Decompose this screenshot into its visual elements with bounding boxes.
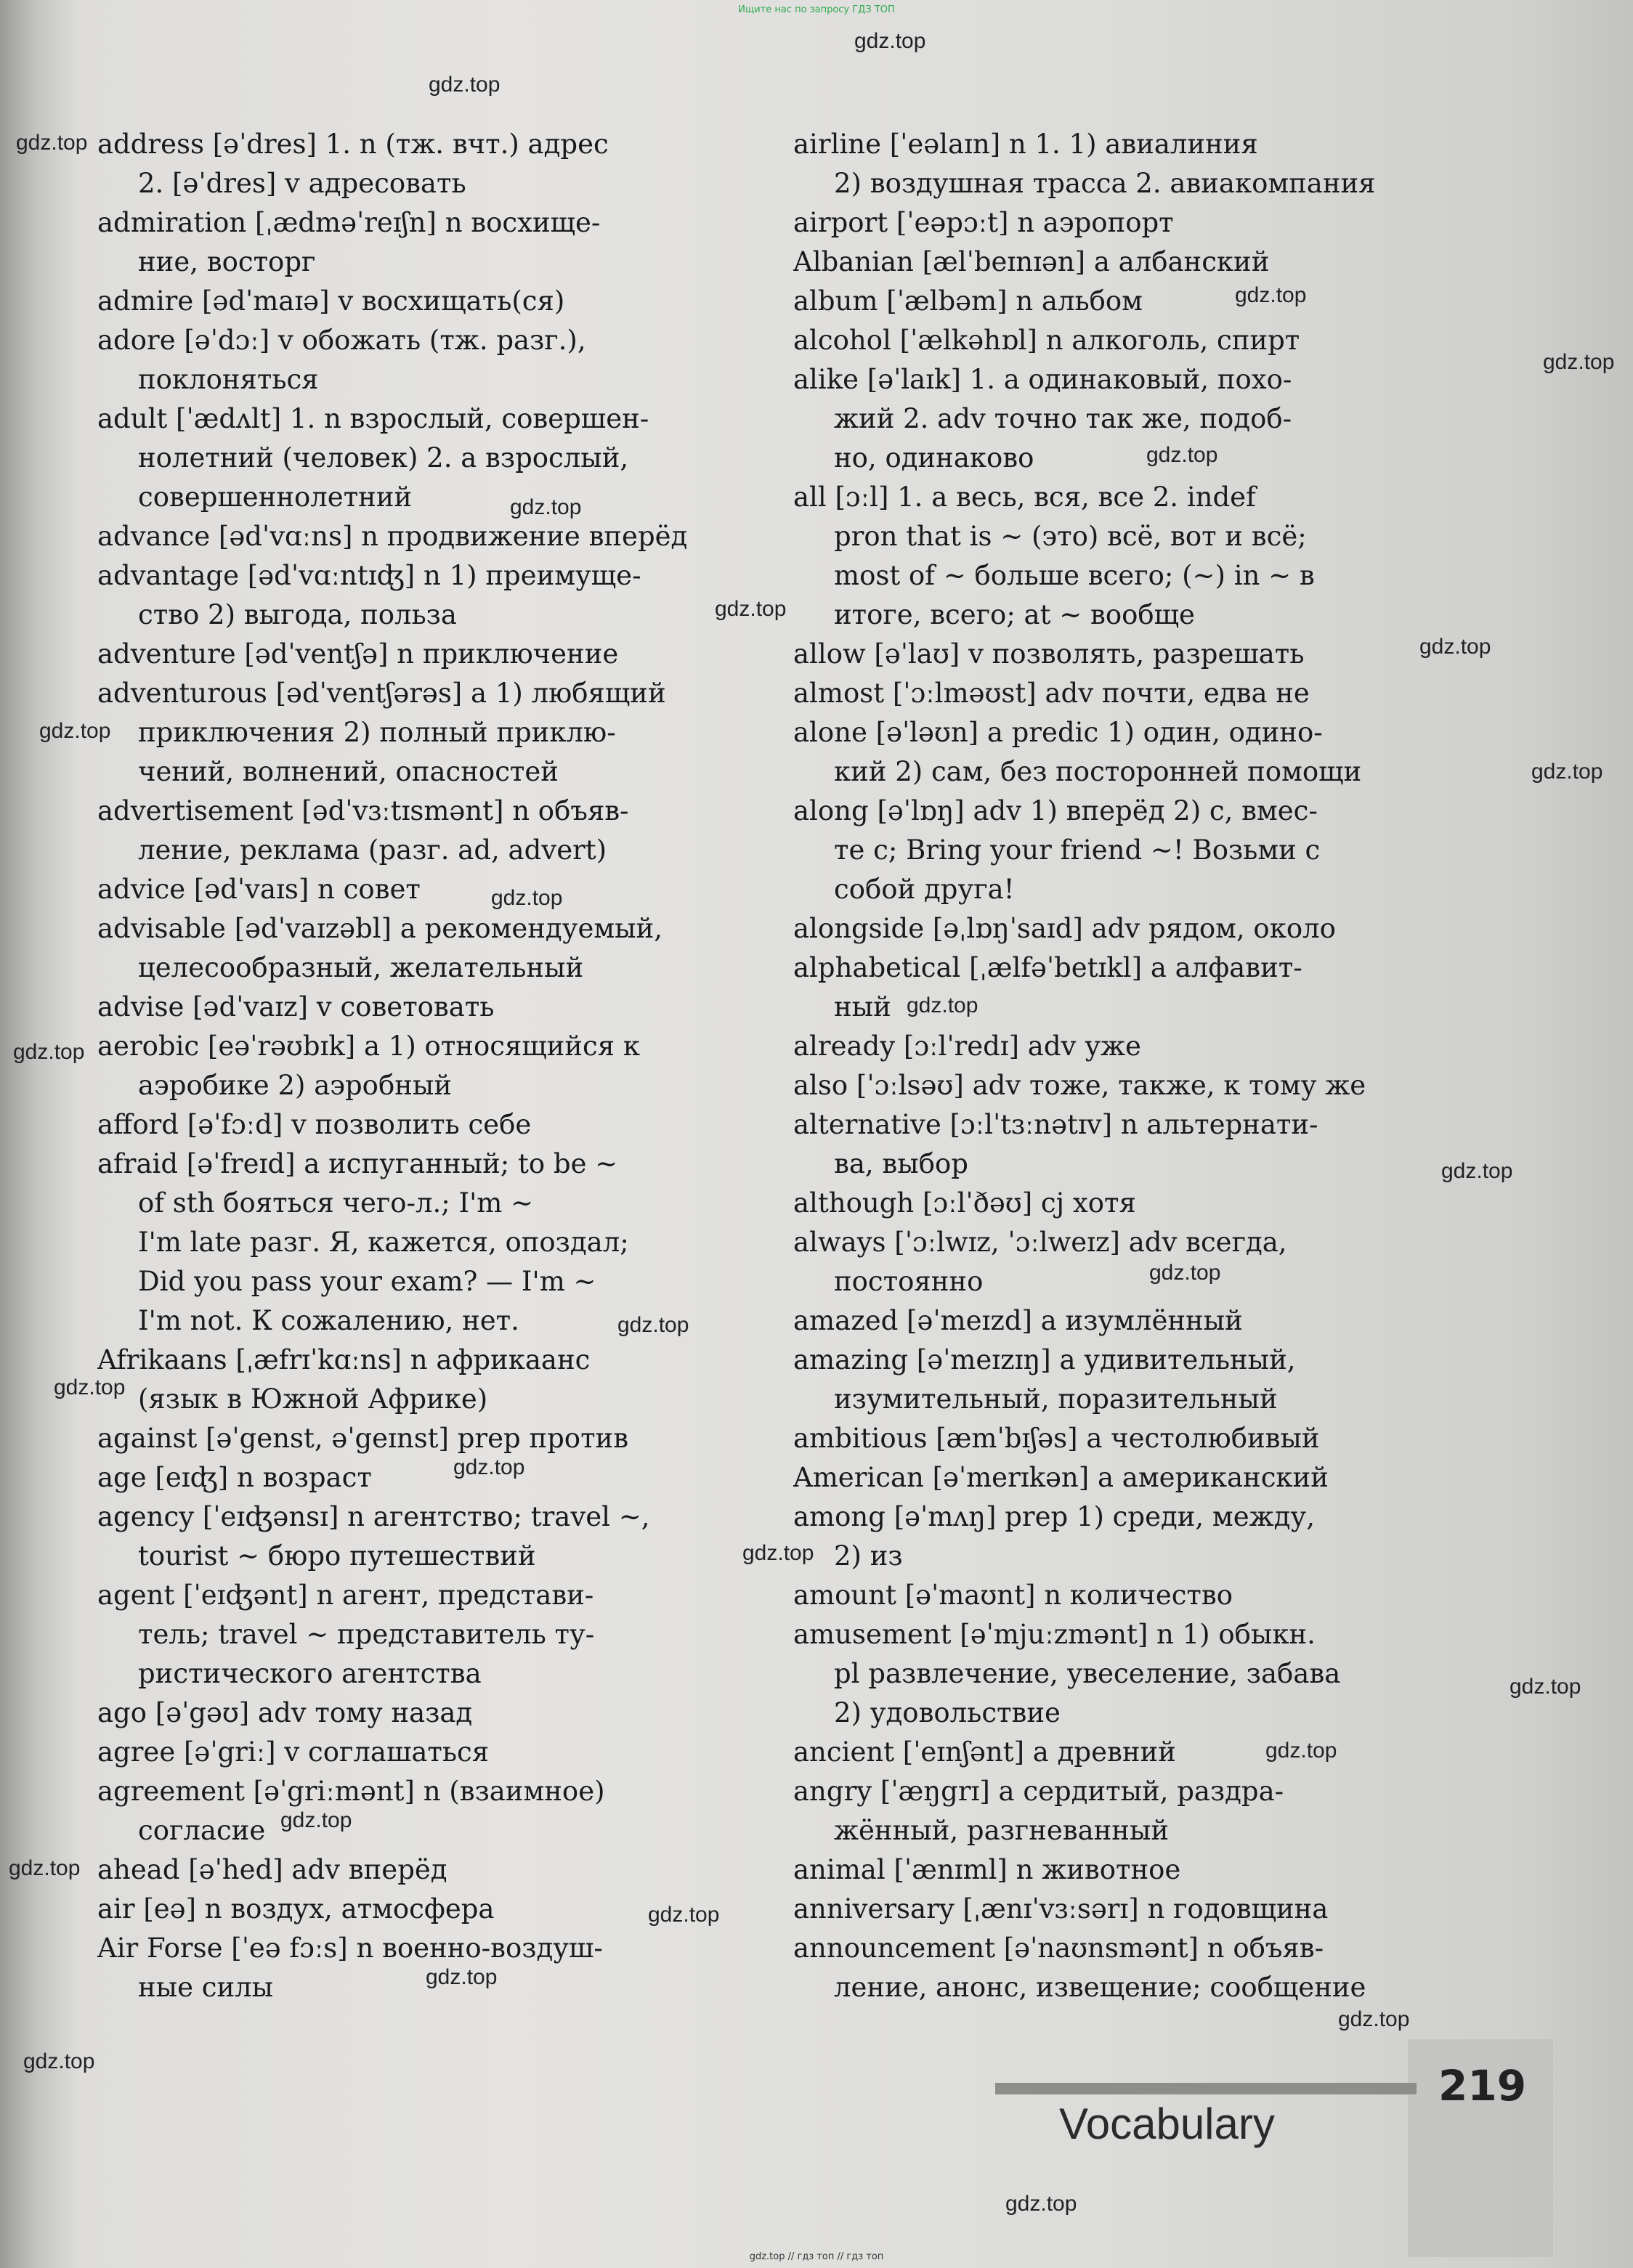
- watermark: gdz.top: [1146, 443, 1218, 467]
- watermark: gdz.top: [617, 1313, 689, 1337]
- watermark: gdz.top: [510, 495, 582, 519]
- dictionary-line: ные силы: [138, 1972, 274, 2003]
- dictionary-line: air [eə] n воздух, атмосфера: [97, 1893, 495, 1924]
- dictionary-line: ристического агентства: [138, 1658, 482, 1689]
- dictionary-line: admiration [ˌædməˈreɪʃn] n восхище-: [97, 207, 601, 238]
- dictionary-line: изумительный, поразительный: [834, 1383, 1278, 1415]
- dictionary-line: admire [ədˈmaɪə] v восхищать(ся): [97, 285, 565, 317]
- dictionary-line: album [ˈælbəm] n альбом: [793, 285, 1143, 317]
- dictionary-line: advance [ədˈvɑːns] n продвижение вперёд: [97, 521, 688, 552]
- dictionary-line: ление, анонс, извещение; сообщение: [834, 1972, 1366, 2003]
- dictionary-line: airport [ˈeəpɔːt] n аэропорт: [793, 207, 1174, 238]
- dictionary-line: Afrikaans [ˌæfrɪˈkɑːns] n африкаанс: [97, 1344, 591, 1375]
- dictionary-line: aerobic [eəˈrəʊbɪk] a 1) относящийся к: [97, 1031, 640, 1062]
- dictionary-line: alphabetical [ˌælfəˈbetɪkl] a алфавит-: [793, 952, 1302, 983]
- dictionary-line: along [əˈlɒŋ] adv 1) вперёд 2) с, вмес-: [793, 795, 1318, 826]
- dictionary-line: advice [ədˈvaɪs] n совет: [97, 874, 421, 905]
- dictionary-line: airline [ˈeəlaɪn] n 1. 1) авиалиния: [793, 129, 1258, 160]
- dictionary-line: чений, волнений, опасностей: [138, 756, 559, 787]
- dictionary-line: agreement [əˈgriːmənt] n (взаимное): [97, 1776, 605, 1807]
- dictionary-line: amazed [əˈmeɪzd] a изумлённый: [793, 1305, 1243, 1336]
- dictionary-line: жий 2. adv точно так же, подоб-: [834, 403, 1292, 434]
- dictionary-line: Did you pass your exam? — I'm ~: [138, 1266, 596, 1297]
- watermark: gdz.top: [16, 131, 88, 155]
- watermark: gdz.top: [1543, 350, 1615, 374]
- dictionary-line: согласие: [138, 1815, 266, 1846]
- dictionary-line: all [ɔːl] 1. a весь, вся, все 2. indef: [793, 481, 1256, 513]
- dictionary-line: 2. [əˈdres] v адресовать: [138, 168, 466, 199]
- dictionary-line: тель; travel ~ представитель ту-: [138, 1619, 595, 1650]
- dictionary-line: against [əˈgenst, əˈgeɪnst] prep против: [97, 1423, 629, 1454]
- left-column: [97, 125, 722, 2007]
- dictionary-line: advise [ədˈvaɪz] v советовать: [97, 991, 495, 1023]
- dictionary-line: amusement [əˈmjuːzmənt] n 1) обыкн.: [793, 1619, 1316, 1650]
- dictionary-line: amazing [əˈmeɪzɪŋ] a удивительный,: [793, 1344, 1296, 1375]
- dictionary-line: итоге, всего; at ~ вообще: [834, 599, 1195, 630]
- dictionary-line: совершеннолетний: [138, 481, 413, 513]
- watermark: gdz.top: [1441, 1159, 1513, 1183]
- watermark: gdz.top: [648, 1903, 720, 1927]
- dictionary-line: кий 2) сам, без посторонней помощи: [834, 756, 1362, 787]
- dictionary-line: приключения 2) полный приклю-: [138, 717, 616, 748]
- watermark: gdz.top: [1265, 1739, 1337, 1763]
- dictionary-line: ный: [834, 991, 891, 1023]
- dictionary-line: always [ˈɔːlwɪz, ˈɔːlweɪz] adv всегда,: [793, 1227, 1287, 1258]
- dictionary-line: 2) воздушная трасса 2. авиакомпания: [834, 168, 1376, 199]
- dictionary-line: Air Forse [ˈeə fɔːs] n военно-воздуш-: [97, 1932, 603, 1964]
- dictionary-line: although [ɔːlˈðəʊ] cj хотя: [793, 1187, 1136, 1219]
- watermark: gdz.top: [1149, 1261, 1221, 1285]
- dictionary-line: among [əˈmʌŋ] prep 1) среди, между,: [793, 1501, 1315, 1532]
- watermark: gdz.top: [1338, 2007, 1410, 2031]
- dictionary-line: ство 2) выгода, польза: [138, 599, 457, 630]
- dictionary-line: agency [ˈeɪʤənsɪ] n агентство; travel ~,: [97, 1501, 650, 1532]
- dictionary-line: поклоняться: [138, 364, 319, 395]
- dictionary-line: agent [ˈeɪʤənt] n агент, представи-: [97, 1580, 594, 1611]
- page-number: 219: [1438, 2061, 1527, 2110]
- watermark: gdz.top: [907, 993, 978, 1017]
- dictionary-line: жённый, разгневанный: [834, 1815, 1170, 1846]
- dictionary-line: advisable [ədˈvaɪzəbl] a рекомендуемый,: [97, 913, 663, 944]
- dictionary-line: нолетний (человек) 2. a взрослый,: [138, 442, 629, 473]
- watermark: gdz.top: [426, 1965, 498, 1989]
- dictionary-line: adore [əˈdɔː] v обожать (тж. разг.),: [97, 325, 586, 356]
- watermark: gdz.top: [39, 719, 111, 743]
- dictionary-line: address [əˈdres] 1. n (тж. вчт.) адрес: [97, 129, 609, 160]
- section-title: Vocabulary: [1059, 2100, 1275, 2148]
- watermark: gdz.top: [854, 29, 926, 53]
- dictionary-line: целесообразный, желательный: [138, 952, 584, 983]
- dictionary-line: собой друга!: [834, 874, 1015, 905]
- watermark: gdz.top: [742, 1541, 814, 1565]
- bottom-note: gdz.top // гдз топ // гдз топ: [749, 2251, 884, 2262]
- dictionary-line: animal [ˈænɪml] n животное: [793, 1854, 1181, 1885]
- dictionary-line: angry [ˈæŋgrɪ] a сердитый, раздра-: [793, 1776, 1284, 1807]
- watermark: gdz.top: [491, 886, 563, 910]
- top-note: Ищите нас по запросу ГДЗ ТОП: [738, 4, 895, 15]
- dictionary-line: alternative [ɔːlˈtɜːnətɪv] n альтернати-: [793, 1109, 1318, 1140]
- watermark: gdz.top: [54, 1375, 126, 1399]
- watermark: gdz.top: [280, 1808, 352, 1832]
- dictionary-line: afford [əˈfɔːd] v позволить себе: [97, 1109, 532, 1140]
- section-bar: [995, 2083, 1417, 2094]
- watermark: gdz.top: [13, 1040, 85, 1064]
- dictionary-line: also [ˈɔːlsəʊ] adv тоже, также, к тому же: [793, 1070, 1366, 1101]
- dictionary-line: age [eɪʤ] n возраст: [97, 1462, 372, 1493]
- watermark: gdz.top: [453, 1455, 525, 1479]
- dictionary-line: tourist ~ бюро путешествий: [138, 1540, 536, 1572]
- dictionary-line: аэробике 2) аэробный: [138, 1070, 452, 1101]
- dictionary-line: alike [əˈlaɪk] 1. a одинаковый, похо-: [793, 364, 1292, 395]
- watermark: gdz.top: [1235, 283, 1307, 307]
- dictionary-line: те с; Bring your friend ~! Возьми с: [834, 834, 1321, 866]
- dictionary-line: Albanian [ælˈbeɪnɪən] a албанский: [793, 246, 1270, 277]
- dictionary-line: ancient [ˈeɪnʃənt] a древний: [793, 1736, 1176, 1768]
- watermark: gdz.top: [9, 1856, 81, 1880]
- dictionary-line: most of ~ больше всего; (~) in ~ в: [834, 560, 1315, 591]
- dictionary-line: (язык в Южной Африке): [138, 1383, 488, 1415]
- dictionary-line: но, одинаково: [834, 442, 1034, 473]
- watermark: gdz.top: [429, 73, 501, 97]
- dictionary-line: announcement [əˈnaʊnsmənt] n объяв-: [793, 1932, 1324, 1964]
- dictionary-line: adventure [ədˈventʃə] n приключение: [97, 638, 619, 670]
- dictionary-line: already [ɔːlˈredɪ] adv уже: [793, 1031, 1141, 1062]
- dictionary-line: alone [əˈləʊn] a predic 1) один, одино-: [793, 717, 1323, 748]
- dictionary-line: pron that is ~ (это) всё, вот и всё;: [834, 521, 1307, 552]
- dictionary-line: advertisement [ədˈvɜːtɪsmənt] n объяв-: [97, 795, 629, 826]
- dictionary-line: alongside [əˌlɒŋˈsaɪd] adv рядом, около: [793, 913, 1336, 944]
- dictionary-line: agree [əˈgriː] v соглашаться: [97, 1736, 490, 1768]
- dictionary-line: ление, реклама (разг. ad, advert): [138, 834, 607, 866]
- dictionary-line: almost [ˈɔːlməʊst] adv почти, едва не: [793, 678, 1310, 709]
- dictionary-line: ago [əˈgəʊ] adv тому назад: [97, 1697, 473, 1728]
- dictionary-line: advantage [ədˈvɑːntɪʤ] n 1) преимуще-: [97, 560, 641, 591]
- watermark: gdz.top: [1419, 635, 1491, 659]
- dictionary-line: alcohol [ˈælkəhɒl] n алкоголь, спирт: [793, 325, 1300, 356]
- dictionary-line: of sth бояться чего-л.; I'm ~: [138, 1187, 534, 1219]
- dictionary-line: ва, выбор: [834, 1148, 968, 1179]
- dictionary-line: постоянно: [834, 1266, 984, 1297]
- watermark: gdz.top: [1510, 1675, 1581, 1699]
- dictionary-line: allow [əˈlaʊ] v позволять, разрешать: [793, 638, 1305, 670]
- dictionary-line: 2) удовольствие: [834, 1697, 1061, 1728]
- dictionary-line: pl развлечение, увеселение, забава: [834, 1658, 1341, 1689]
- dictionary-line: afraid [əˈfreɪd] a испуганный; to be ~: [97, 1148, 618, 1179]
- watermark: gdz.top: [715, 597, 787, 621]
- right-column: [793, 125, 1418, 2007]
- dictionary-line: American [əˈmerɪkən] a американский: [793, 1462, 1329, 1493]
- dictionary-line: I'm late разг. Я, кажется, опоздал;: [138, 1227, 629, 1258]
- dictionary-line: ние, восторг: [138, 246, 316, 277]
- dictionary-line: anniversary [ˌænɪˈvɜːsərɪ] n годовщина: [793, 1893, 1329, 1924]
- dictionary-line: I'm not. К сожалению, нет.: [138, 1305, 519, 1336]
- watermark: gdz.top: [1005, 2192, 1077, 2216]
- watermark: gdz.top: [23, 2049, 95, 2073]
- dictionary-line: adult [ˈædʌlt] 1. n взрослый, совершен-: [97, 403, 649, 434]
- dictionary-line: ahead [əˈhed] adv вперёд: [97, 1854, 447, 1885]
- dictionary-line: amount [əˈmaʊnt] n количество: [793, 1580, 1233, 1611]
- watermark: gdz.top: [1531, 760, 1603, 784]
- dictionary-line: ambitious [æmˈbɪʃəs] a честолюбивый: [793, 1423, 1320, 1454]
- dictionary-line: 2) из: [834, 1540, 903, 1572]
- dictionary-line: adventurous [ədˈventʃərəs] a 1) любящий: [97, 678, 666, 709]
